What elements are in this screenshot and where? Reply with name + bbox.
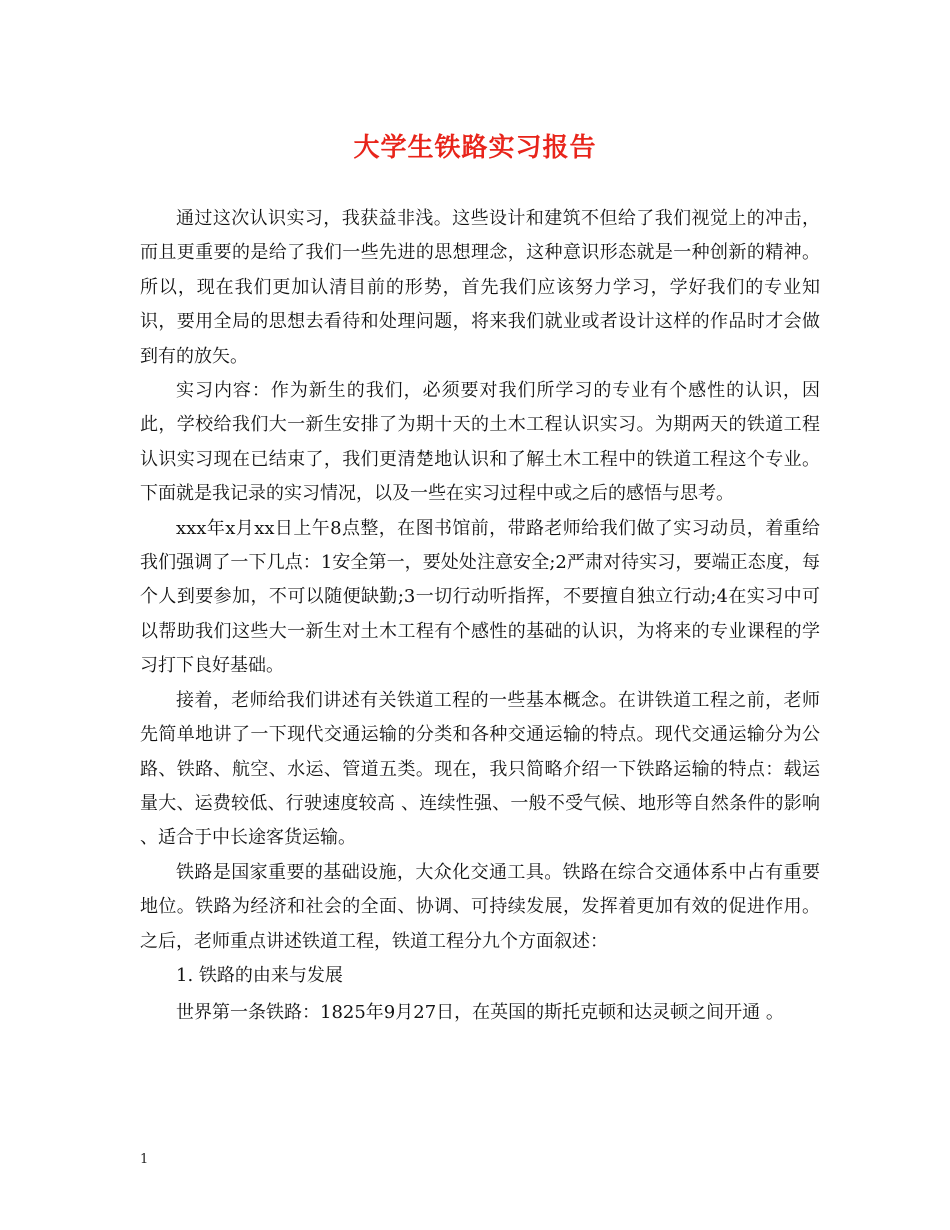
section-heading-1: 1. 铁路的由来与发展 [176, 964, 343, 986]
paragraph-3: xxx年x月xx日上午8点整，在图书馆前，带路老师给我们做了实习动员，着重给我们强调了一下几点：1安全第一，要处处注意安全;2严肃对待实习，要端正态度，每个人到要参加，不可以随便缺勤;3一切行动听指挥，不要擅自独立行动;4在实习中可以帮助我们这些大一新生对土木工程有个感性的基础的认识，为将来的专业课程的学习打下良好基础。 [140, 517, 820, 677]
document-body [140, 202, 820, 1033]
paragraph-6: 世界第一条铁路：1825年9月27日，在英国的斯托克顿和达灵顿之间开通 。 [176, 1002, 784, 1024]
paragraph-4: 接着，老师给我们讲述有关铁道工程的一些基本概念。在讲铁道工程之前，老师先简单地讲了一下现代交通运输的分类和各种交通运输的特点。现代交通运输分为公路、铁路、航空、水运、管道五类。现在，我只简略介绍一下铁路运输的特点：载运量大、运费较低、行驶速度较高 、连续性强、一般不受气候、地形等自然条件的影响 、适合于中长途客货运输。 [140, 689, 820, 849]
page-number: 1 [140, 1152, 149, 1167]
paragraph-5: 铁路是国家重要的基础设施，大众化交通工具。铁路在综合交通体系中占有重要地位。铁路为经济和社会的全面、协调、可持续发展，发挥着更加有效的促进作用。之后，老师重点讲述铁道工程，铁道工程分九个方面叙述： [140, 861, 820, 952]
paragraph-2: 实习内容：作为新生的我们，必须要对我们所学习的专业有个感性的认识，因此，学校给我们大一新生安排了为期十天的土木工程认识实习。为期两天的铁道工程认识实习现在已结束了，我们更清楚地认识和了解土木工程中的铁道工程这个专业。下面就是我记录的实习情况，以及一些在实习过程中或之后的感悟与思考。 [140, 380, 820, 505]
paragraph-1: 通过这次认识实习，我获益非浅。这些设计和建筑不但给了我们视觉上的冲击，而且更重要的是给了我们一些先进的思想理念，这种意识形态就是一种创新的精神。所以，现在我们更加认清目前的形势，首先我们应该努力学习，学好我们的专业知识，要用全局的思想去看待和处理问题，将来我们就业或者设计这样的作品时才会做到有的放矢。 [140, 208, 820, 367]
page-title: 大学生铁路实习报告 [353, 133, 597, 163]
